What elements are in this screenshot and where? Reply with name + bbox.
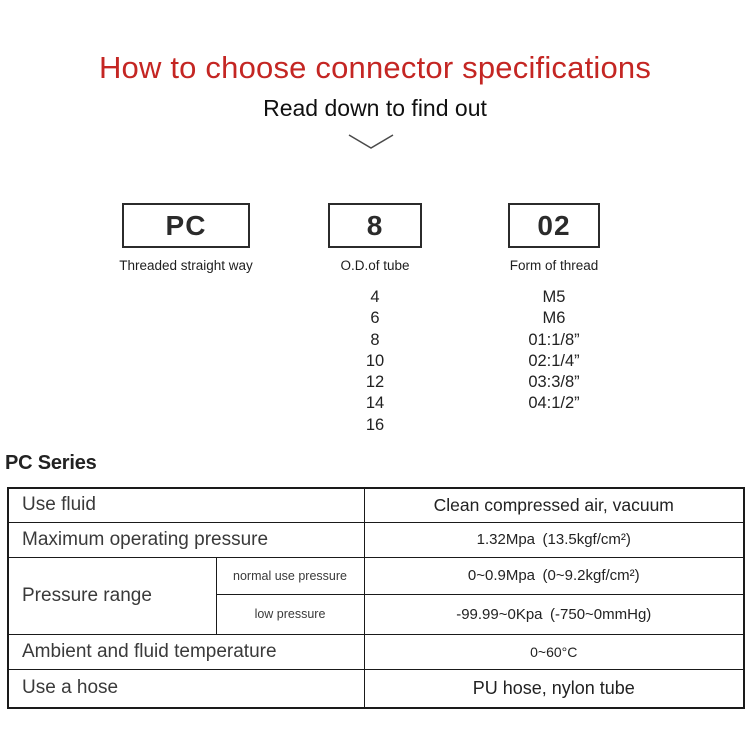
code-box-thread: 02 (508, 203, 600, 248)
table-row (8, 669, 744, 708)
code-box-tube-od: 8 (328, 203, 422, 248)
list-item: 12 (365, 373, 385, 392)
row-label: Maximum operating pressure (8, 522, 364, 557)
series-heading: PC Series (5, 452, 97, 474)
row-value: PU hose, nylon tube (364, 669, 744, 708)
list-item: 01:1/8” (528, 330, 580, 349)
table-row (8, 634, 744, 669)
list-item: 4 (370, 288, 380, 306)
list-item: 14 (365, 394, 385, 413)
code-box-series: PC (122, 203, 250, 248)
sub-row-value: -99.99~0Kpa (-750~0mmHg) (364, 594, 744, 634)
list-item: M5 (542, 288, 566, 306)
row-value: 1.32Mpa (13.5kgf/cm²) (364, 522, 744, 557)
list-item: 10 (365, 351, 385, 370)
chevron-down-icon (348, 133, 394, 151)
code-label-tube-od: O.D.of tube (340, 258, 410, 273)
page-subtitle: Read down to find out (263, 95, 487, 121)
spec-table (7, 487, 745, 709)
list-item: 6 (370, 309, 380, 328)
thread-form-options (474, 287, 634, 415)
sub-row-label: low pressure (216, 594, 364, 634)
code-label-thread: Form of thread (509, 258, 599, 273)
list-item: M6 (542, 309, 566, 328)
list-item: 02:1/4” (528, 351, 580, 370)
row-label: Ambient and fluid temperature (8, 634, 364, 669)
list-item: 8 (370, 330, 380, 349)
table-row (8, 557, 744, 594)
row-value: 0~60°C (364, 634, 744, 669)
row-label: Pressure range (8, 557, 216, 634)
code-label-series: Threaded straight way (119, 258, 253, 273)
list-item: 16 (365, 415, 385, 434)
row-label: Use a hose (8, 669, 364, 708)
table-row (8, 488, 744, 522)
row-label: Use fluid (8, 488, 364, 522)
tube-od-options (315, 287, 435, 436)
list-item: 03:3/8” (528, 373, 580, 392)
sub-row-label: normal use pressure (216, 557, 364, 594)
sub-row-value: 0~0.9Mpa (0~9.2kgf/cm²) (364, 557, 744, 594)
table-row (8, 522, 744, 557)
row-value: Clean compressed air, vacuum (364, 488, 744, 522)
page-title: How to choose connector specifications (98, 50, 652, 85)
list-item: 04:1/2” (528, 394, 580, 413)
